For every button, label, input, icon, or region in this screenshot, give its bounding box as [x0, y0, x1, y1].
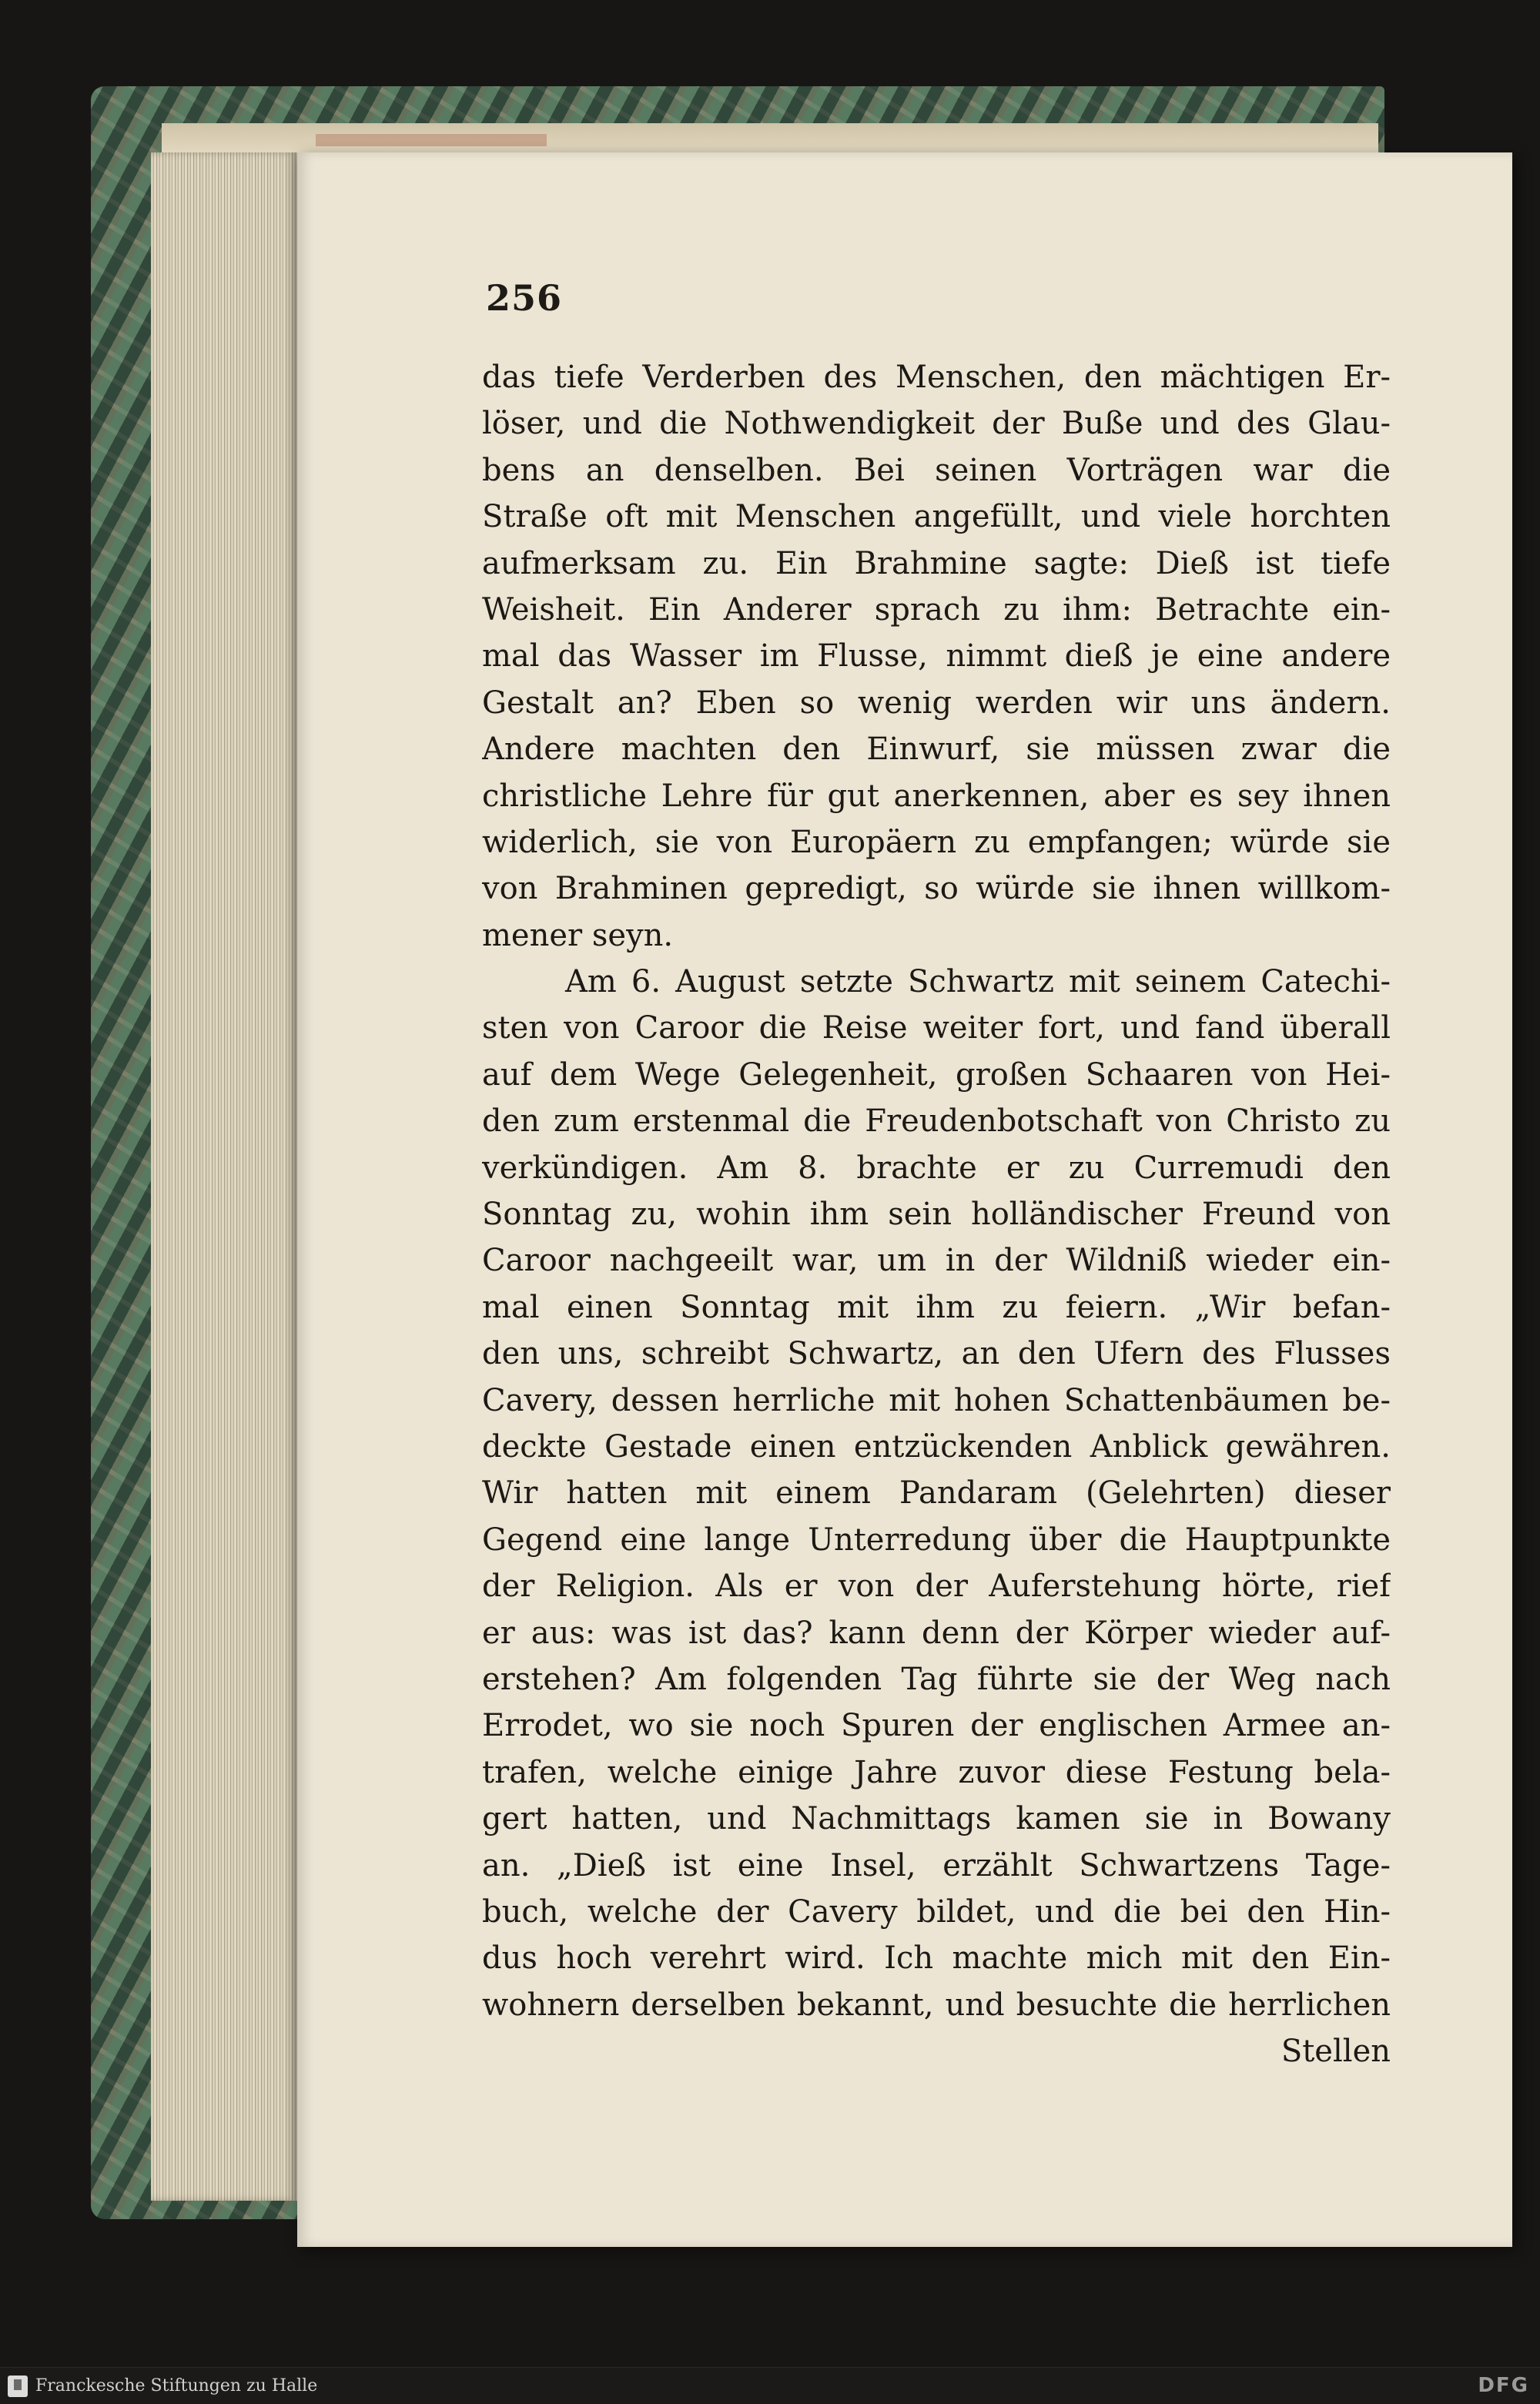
text-line: Sonntag zu, wohin ihm sein holländischer Freund von — [482, 1197, 1391, 1233]
text-line: christliche Lehre für gut anerkennen, aber es sey ihnen — [482, 778, 1391, 814]
text-line: das tiefe Verderben des Menschen, den mächtigen Er- — [482, 360, 1391, 395]
text-line: Andere machten den Einwurf, sie müssen zwar die — [482, 732, 1391, 768]
text-line: erstehen? Am folgenden Tag führte sie der Weg nach — [482, 1661, 1391, 1697]
text-line: an. „Dieß ist eine Insel, erzählt Schwartzens Tage- — [482, 1847, 1391, 1883]
text-line: den zum erstenmal die Freudenbotschaft von Christo zu — [482, 1103, 1391, 1140]
funder-logo: DFG — [1478, 2374, 1529, 2397]
text-line: auf dem Wege Gelegenheit, großen Schaaren von Hei- — [482, 1056, 1391, 1093]
text-line: deckte Gestade einen entzückenden Anblick gewähren. — [482, 1428, 1391, 1465]
text-line: er aus: was ist das? kann denn der Körper wieder auf- — [482, 1615, 1391, 1651]
text-line: sten von Caroor die Reise weiter fort, und fand überall — [482, 1010, 1391, 1046]
text-line: dus hoch verehrt wird. Ich machte mich mit den Ein- — [482, 1940, 1391, 1977]
catchword: Stellen — [1281, 2034, 1391, 2070]
text-line: der Religion. Als er von der Auferstehung hörte, rief — [482, 1569, 1391, 1605]
text-line: Weisheit. Ein Anderer sprach zu ihm: Betrachte ein- — [482, 591, 1391, 628]
footer-institution: Franckesche Stiftungen zu Halle — [35, 2376, 318, 2396]
text-line: Straße oft mit Menschen angefüllt, und viele horchten — [482, 499, 1391, 535]
text-line: Errodet, wo sie noch Spuren der englischen Armee an- — [482, 1708, 1391, 1744]
page-stack-edges — [151, 152, 297, 2201]
text-line: von Brahminen gepredigt, so würde sie ihnen willkom- — [482, 871, 1391, 907]
text-line: mal einen Sonntag mit ihm zu feiern. „Wir befan- — [482, 1289, 1391, 1325]
text-line: gert hatten, und Nachmittags kamen sie in Bowany — [482, 1801, 1391, 1837]
text-line: trafen, welche einige Jahre zuvor diese Festung bela- — [482, 1754, 1391, 1790]
text-line: buch, welche der Cavery bildet, und die bei den Hin- — [482, 1893, 1391, 1930]
text-line: verkündigen. Am 8. brachte er zu Curremudi den — [482, 1150, 1391, 1186]
body-text — [482, 354, 1391, 2074]
institution-logo-icon — [8, 2376, 28, 2397]
text-line: Caroor nachgeeilt war, um in der Wildniß wieder ein- — [482, 1243, 1391, 1279]
text-line: bens an denselben. Bei seinen Vorträgen war die — [482, 452, 1391, 488]
page-number: 256 — [486, 277, 563, 319]
book-page — [297, 152, 1512, 2247]
footer-bar — [0, 2367, 1540, 2404]
text-line: mal das Wasser im Flusse, nimmt dieß je eine andere — [482, 638, 1391, 675]
text-line: Wir hatten mit einem Pandaram (Gelehrten) dieser — [482, 1475, 1391, 1512]
text-line: Gegend eine lange Unterredung über die Hauptpunkte — [482, 1522, 1391, 1558]
text-line: mener seyn. — [482, 917, 674, 953]
text-line: aufmerksam zu. Ein Brahmine sagte: Dieß ist tiefe — [482, 545, 1391, 581]
text-line: widerlich, sie von Europäern zu empfangen; würde sie — [482, 824, 1391, 860]
text-line: Am 6. August setzte Schwartz mit seinem Catechi- — [565, 964, 1391, 1000]
text-line: Cavery, dessen herrliche mit hohen Schattenbäumen be- — [482, 1382, 1391, 1418]
text-line: wohnern derselben bekannt, und besuchte die herrlichen — [482, 1987, 1391, 2023]
text-line: den uns, schreibt Schwartz, an den Ufern des Flusses — [482, 1336, 1391, 1372]
text-line: löser, und die Nothwendigkeit der Buße und des Glau- — [482, 406, 1391, 442]
text-line: Gestalt an? Eben so wenig werden wir uns ändern. — [482, 685, 1391, 721]
bookmark-strip — [316, 134, 547, 146]
